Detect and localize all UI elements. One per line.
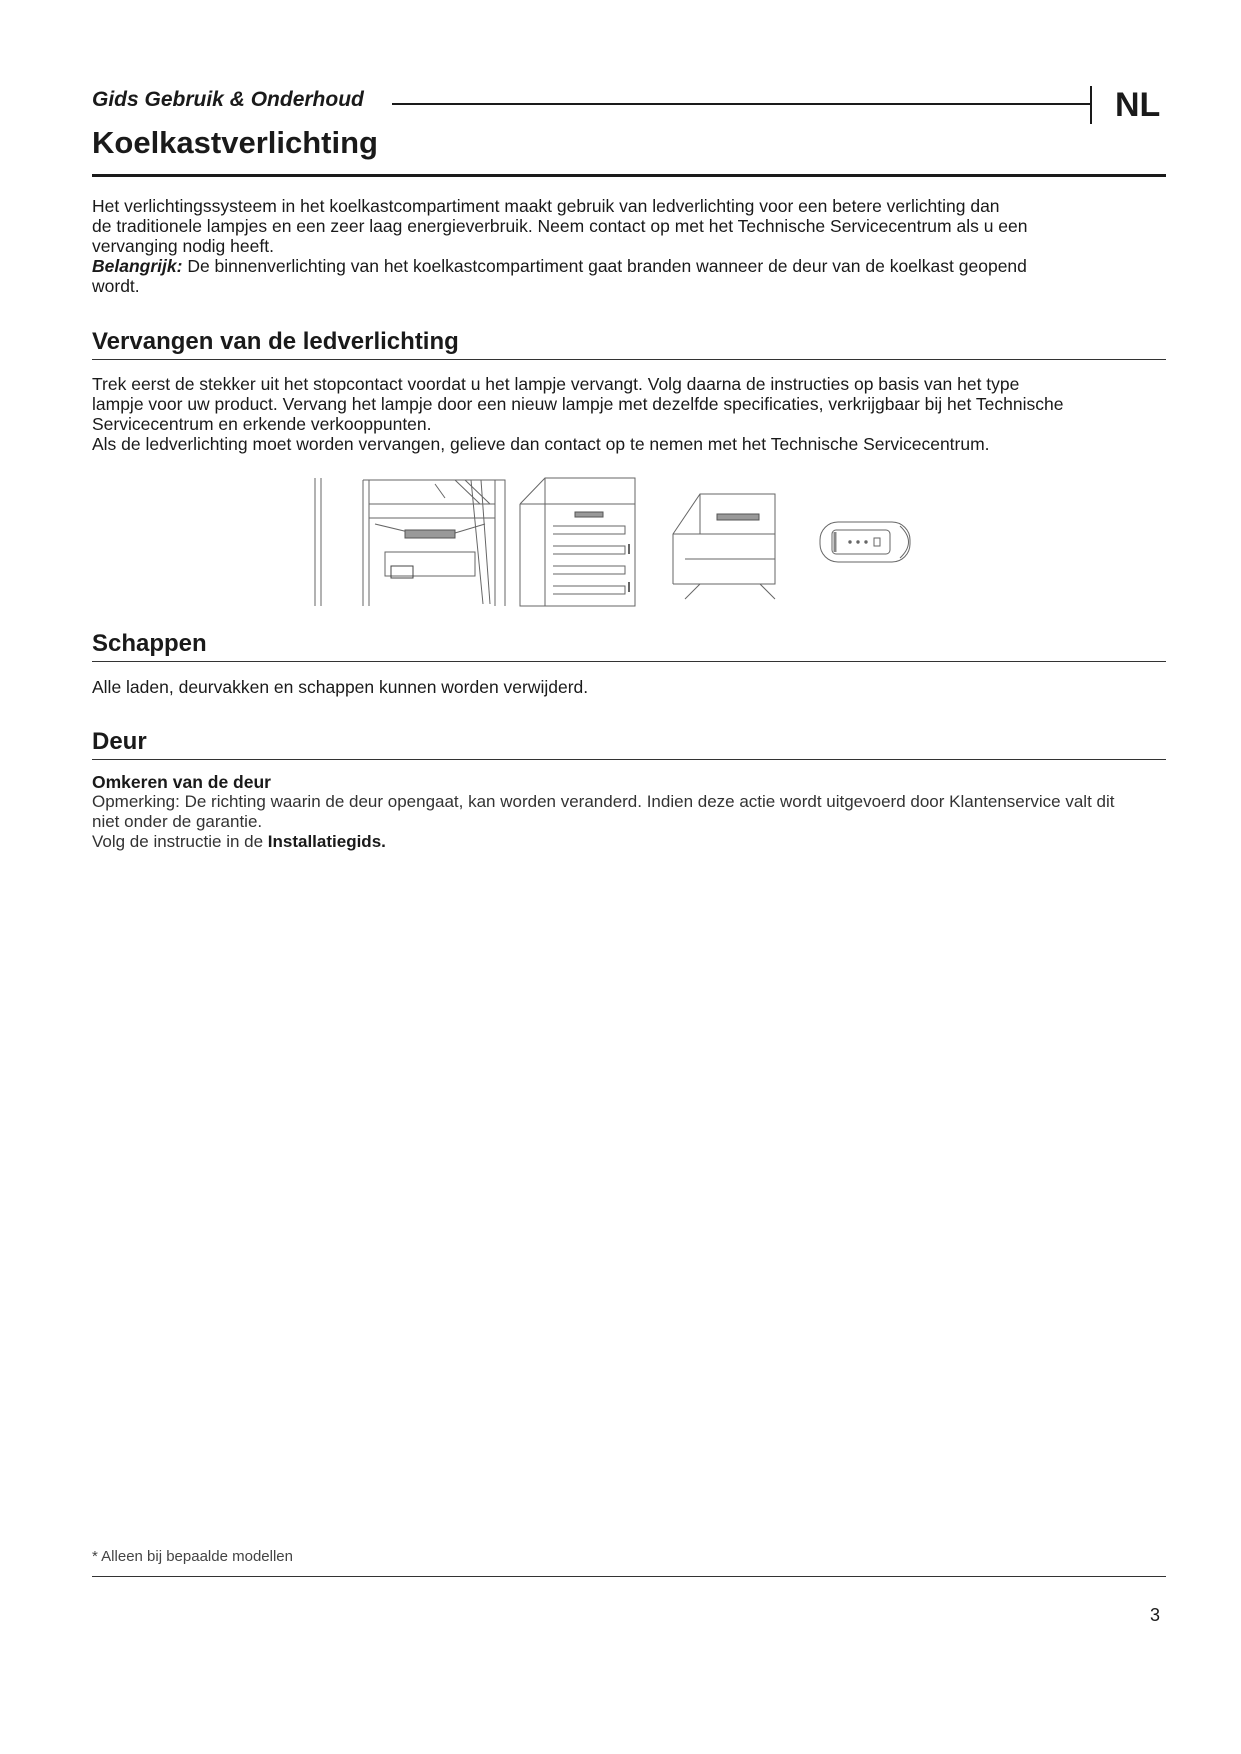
door-paragraph [92,792,1166,852]
page-number: 3 [1150,1605,1161,1625]
footer-rule [92,1576,1166,1577]
title-rule [92,174,1166,177]
fridge-interior-illustration [315,478,505,606]
door-line: Opmerking: De richting waarin de deur opengaat, kan worden veranderd. Indien deze actie wordt uitgevoerd door Klantenservice valt dit [92,792,1115,811]
language-label: NL [1115,86,1161,124]
section-rule [92,759,1166,760]
door-subheading: Omkeren van de deur [92,772,271,792]
fridge-shelves-illustration [520,478,635,606]
led-paragraph [92,374,1166,454]
intro-paragraph [92,196,1166,296]
page-title: Koelkastverlichting [92,125,378,160]
shelves-text: Alle laden, deurvakken en schappen kunnen worden verwijderd. [92,677,589,697]
led-line: lampje voor uw product. Vervang het lampje door een nieuw lampje met dezelfde specificaties, verkrijgbaar bij het Technische [92,394,1064,414]
led-line: Trek eerst de stekker uit het stopcontact voordat u het lampje vervangt. Volg daarna de instructies op basis van het type [92,374,1020,394]
header-rule [392,103,1092,105]
intro-line: vervanging nodig heeft. [92,236,274,256]
door-line [92,832,1166,852]
instruction-prefix: Volg de instructie in de [92,832,268,851]
section-rule [92,661,1166,662]
installation-guide-reference: Installatiegids. [267,832,386,851]
header-divider [1090,86,1092,124]
intro-line: Het verlichtingssysteem in het koelkastcompartiment maakt gebruik van ledverlichting voor een betere verlichting dan [92,196,1000,216]
led-line: Servicecentrum en erkende verkooppunten. [92,414,432,434]
intro-line: de traditionele lampjes en een zeer laag energieverbruik. Neem contact op met het Technische Servicecentrum als u een [92,216,1028,236]
footnote: * Alleen bij bepaalde modellen [92,1548,293,1565]
important-text-continued: wordt. [92,276,140,296]
shelves-section-heading: Schappen [92,630,207,657]
led-module-illustration [820,522,910,562]
led-section-heading: Vervangen van de ledverlichting [92,328,459,355]
led-line: Als de ledverlichting moet worden vervangen, gelieve dan contact op te nemen met het Technische Servicecentrum. [92,434,990,454]
important-label: Belangrijk: [92,256,183,276]
guide-title: Gids Gebruik & Onderhoud [92,88,364,111]
important-note [92,256,1166,276]
led-replacement-illustrations [305,474,965,608]
door-section-heading: Deur [92,728,147,755]
section-rule [92,359,1166,360]
important-text: De binnenverlichting van het koelkastcompartiment gaat branden wanneer de deur van de koelkast geopend [182,256,1027,276]
door-line: niet onder de garantie. [92,812,263,831]
light-housing-illustration [673,494,775,599]
